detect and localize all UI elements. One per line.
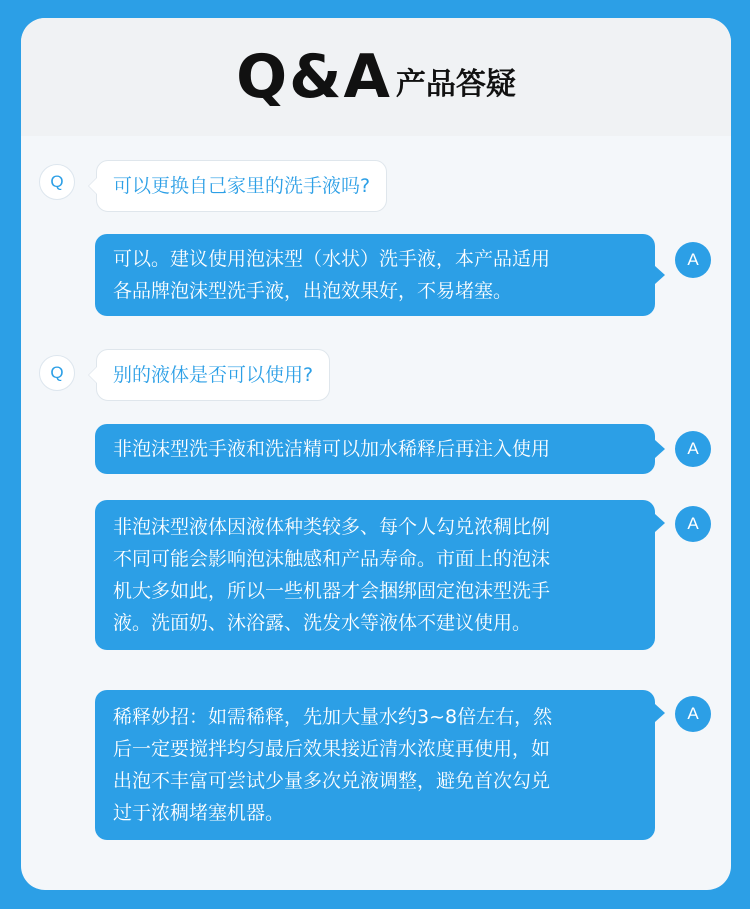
answer-line: 非泡沫型液体因液体种类较多、每个人勾兑浓稠比例 xyxy=(113,516,551,538)
answer-line: 稀释妙招：如需稀释，先加大量水约3~8倍左右，然 xyxy=(113,706,553,728)
question-bubble-2 xyxy=(96,349,330,401)
qa-card xyxy=(21,18,731,890)
page-subtitle: 产品答疑 xyxy=(395,67,516,102)
question-text: 别的液体是否可以使用? xyxy=(113,364,314,386)
answer-line: 各品牌泡沫型洗手液，出泡效果好，不易堵塞。 xyxy=(113,280,513,302)
answer-line: 可以。建议使用泡沫型（水状）洗手液，本产品适用 xyxy=(113,248,551,270)
question-badge: Q xyxy=(39,164,75,200)
page-title: Q&A xyxy=(236,42,392,112)
answer-badge: A xyxy=(675,431,711,467)
answer-line: 后一定要搅拌均匀最后效果接近清水浓度再使用，如 xyxy=(113,738,551,760)
answer-line: 出泡不丰富可尝试少量多次兑液调整，避免首次勾兑 xyxy=(113,770,551,792)
answer-badge: A xyxy=(675,506,711,542)
question-text: 可以更换自己家里的洗手液吗? xyxy=(113,175,371,197)
answer-bubble-3 xyxy=(95,500,655,650)
answer-badge: A xyxy=(675,242,711,278)
question-badge: Q xyxy=(39,355,75,391)
answer-line: 非泡沫型洗手液和洗洁精可以加水稀释后再注入使用 xyxy=(113,438,551,460)
answer-bubble-1 xyxy=(95,234,655,316)
answer-line: 过于浓稠堵塞机器。 xyxy=(113,802,285,824)
answer-bubble-2 xyxy=(95,424,655,474)
answer-line: 机大多如此，所以一些机器才会捆绑固定泡沫型洗手 xyxy=(113,580,551,602)
answer-badge: A xyxy=(675,696,711,732)
answer-bubble-4 xyxy=(95,690,655,840)
question-bubble-1 xyxy=(96,160,387,212)
answer-line: 液。洗面奶、沐浴露、洗发水等液体不建议使用。 xyxy=(113,612,532,634)
answer-line: 不同可能会影响泡沫触感和产品寿命。市面上的泡沫 xyxy=(113,548,551,570)
header xyxy=(21,18,731,136)
